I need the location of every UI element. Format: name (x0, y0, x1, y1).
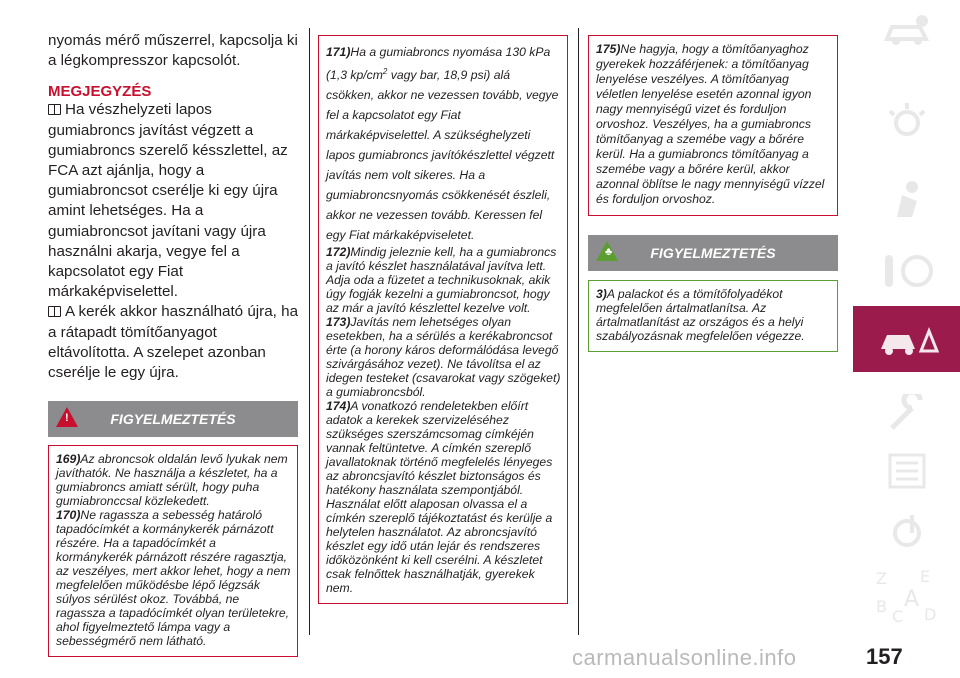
watermark: carmanualsonline.info (572, 645, 797, 670)
column-divider (578, 28, 579, 635)
sidebar-tab-safety[interactable] (853, 168, 960, 229)
page-number: 157 (866, 644, 903, 669)
sidebar-tab-emergency-active[interactable] (853, 306, 960, 372)
warning-169: 169)Az abroncsok oldalán levő lyukak nem javíthatók. Ne használja a készletet, ha a gumiabroncs amiatt sérült, hogy puha gumiabronccsal közlekedett. (56, 452, 288, 509)
svg-text:D: D (923, 604, 936, 624)
specs-icon (882, 449, 932, 493)
index-icon (872, 568, 942, 624)
key-start-icon (877, 249, 937, 293)
left-column (48, 0, 298, 657)
intro-paragraph: nyomás mérő műszerrel, kapcsolja ki a légkompresszor kapcsolót. (48, 32, 298, 70)
sidebar-tab-maintenance[interactable] (853, 385, 960, 446)
environment-icon: ♣ (596, 241, 618, 261)
sidebar-tab-car-info[interactable] (853, 0, 960, 61)
svg-text:E: E (919, 567, 930, 586)
environment-title: FIGYELMEZTETÉS (650, 245, 776, 261)
car-info-icon (882, 13, 932, 49)
column-divider (309, 28, 310, 635)
svg-text:A: A (903, 586, 919, 612)
book-icon (48, 306, 61, 317)
seat-safety-icon (882, 177, 932, 221)
warning-170: 170)Ne ragassza a sebesség határoló tapadócímkét a kormánykerék párnázott részére. Ha a tapadócímkét a kormánykerék párnázott részére ragasztja, az veszélyes, mert akkor lehet, hogy a nem megfelelően működésbe lépő légzsák súlyos sérülést okoz. Továbbá, ne ragassza a tapadócímkét olyan területekre, ahol figyelmeztető lámpa vagy a sebességmérő nem látható. (56, 508, 291, 649)
sidebar-tab-multimedia[interactable] (853, 500, 960, 561)
warning-box-left (48, 445, 298, 657)
warning-banner-left (48, 401, 298, 437)
multimedia-icon (882, 509, 932, 553)
right-column (588, 35, 838, 352)
svg-text:B: B (875, 596, 887, 616)
svg-text:Z: Z (875, 568, 887, 588)
sidebar-tab-index[interactable] (853, 565, 960, 626)
sidebar-tab-starting[interactable] (853, 240, 960, 301)
svg-text:C: C (891, 606, 903, 624)
warning-box-right (588, 35, 838, 216)
maintenance-icon (882, 394, 932, 438)
book-icon (48, 104, 61, 115)
warning-174: 174)A vonatkozó rendeletekben előírt adatok a kerekek szervizeléséhez szükséges szerszámcsomag címkéjén vannak feltüntetve. A címkén szereplő javallatoknak történő megfelelés lényeges az abroncsjavító készlet biztonságos és hatékony használata szempontjából. Használat előtt alaposan olvassa el a címkén szereplő tájékoztatást és kerülje a helytelen használatot. Az abroncsjavító készlet egy idő után lejár és rendszeres időközönként ki kell cserélni. A készletet csak felnőttek használhatják, gyerekek nem. (326, 399, 553, 596)
note-paragraph-2: A kerék akkor használható újra, ha a rátapadt tömítőanyagot eltávolította. A szelepet azonban cserélje le egy újra. (48, 303, 299, 382)
warning-171: 171)Ha a gumiabroncs nyomása 130 kPa (1,3 $kp/cm^2$ vagy bar, 18,9 psi) alá csökken, akkor ne vezessen tovább, vegye fel a kapcsolatot egy Fiat márkaképviselettel. A szükséghelyzeti lapos gumiabroncs javítókészlettel végzett javítás nem volt sikeres. Ha a gumiabroncsnyomás csökkenését észleli, akkor ne vezessen tovább. Keressen fel egy Fiat márkaképviseletet. (326, 45, 559, 243)
environment-box (588, 280, 838, 352)
chapter-sidebar (853, 0, 960, 678)
note-heading: MEGJEGYZÉS (48, 83, 152, 101)
warning-box-middle (318, 35, 568, 604)
warning-172: 172)Mindig jeleznie kell, ha a gumiabroncs a javító készlet használatával javítva lett. Adja oda a füzetet a technikusoknak, akik úgy fogják kezelni a gumiabroncsot, hogy az már a javító készlettel kezelve volt. (326, 245, 557, 316)
environment-note-3: 3)A palackot és a tömítőfolyadékot megfelelően ártalmatlanítsa. Az ártalmatlanítást az országos és a helyi szabályozásnak megfelelően végezze. (596, 287, 805, 343)
environment-banner (588, 235, 838, 271)
warning-175: 175)Ne hagyja, hogy a tömítőanyaghoz gyerekek hozzáférjenek: a tömítőanyag lenyelése veszélyes. A tömítőanyag véletlen lenyelése esetén azonnal igyon nagy mennyiségű vizet és forduljon orvoshoz. Veszélyes, ha a gumiabroncs tömítőanyag a szemébe vagy a bőrére kerül. Ha a gumiabroncs tömítőanyag a szemébe vagy a bőrére kerül, akkor azonnal öblítse le nagy mennyiségű vízzel és forduljon orvoshoz. (596, 42, 825, 206)
note-paragraph-1: Ha vészhelyzeti lapos gumiabroncs javítást végzett a gumiabroncs szerelő késszlettel, az FCA azt ajánlja, hogy a gumiabroncsot cserélje ki egy újra amint lehetséges. Ha a gumiabroncsot javítani vagy újra használni akarja, vegye fel a kapcsolatot egy Fiat márkaképviselettel. (48, 101, 288, 301)
sidebar-tab-warning-lights[interactable] (853, 90, 960, 151)
emergency-icon (875, 317, 939, 361)
warning-title: FIGYELMEZTETÉS (110, 411, 236, 428)
warning-lights-icon (882, 101, 932, 141)
warning-173: 173)Javítás nem lehetséges olyan esetekben, ha a sérülés a kerékabroncsot érte (a horony káros deformálódása levegő szivárgásához vezet). Ne távolítsa el az idegen testeket (csavarokat vagy szögeket) a gumiabroncsból. (326, 315, 561, 400)
sidebar-tab-specs[interactable] (853, 440, 960, 501)
middle-column (318, 35, 568, 604)
warning-triangle-icon: ! (56, 407, 78, 427)
